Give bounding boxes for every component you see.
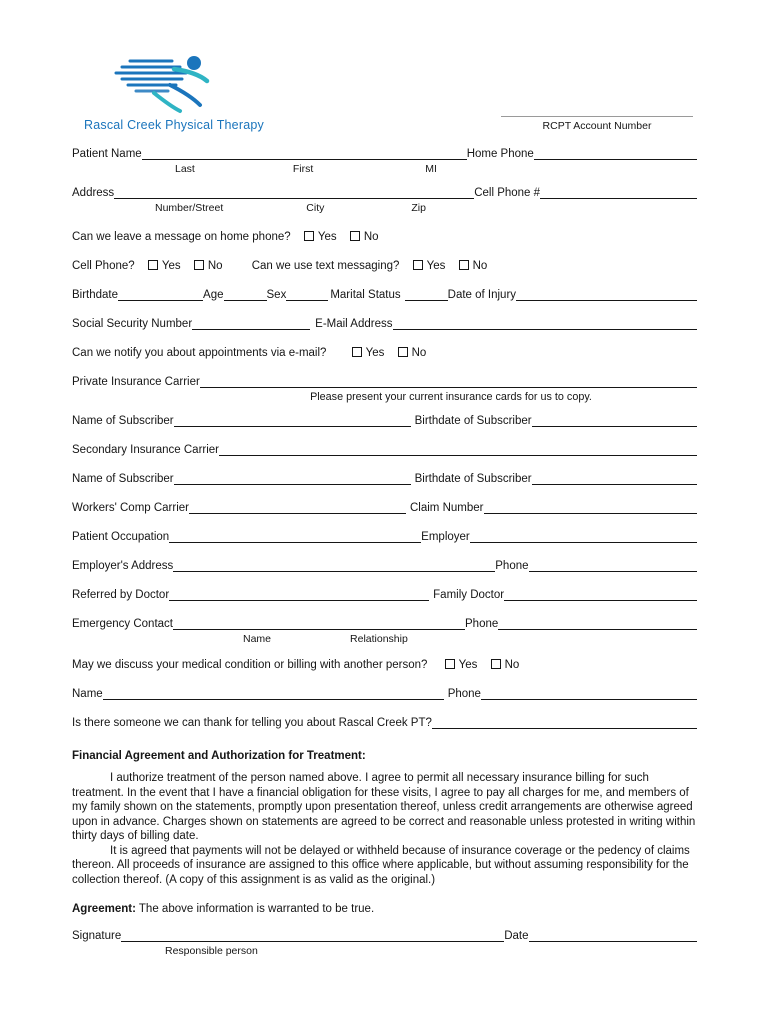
age-field[interactable] (224, 299, 267, 301)
question-message-home-label: Can we leave a message on home phone? (72, 231, 291, 243)
yes-label: Yes (426, 260, 446, 272)
cell-phone-number-label: Cell Phone # (474, 187, 541, 199)
first-name-sublabel: First (292, 163, 314, 175)
emergency-phone-field[interactable] (498, 628, 697, 630)
patient-occupation-label: Patient Occupation (72, 531, 170, 543)
workers-comp-carrier-label: Workers' Comp Carrier (72, 502, 189, 514)
question-cell-phone-label: Cell Phone? (72, 260, 135, 272)
no-label: No (472, 260, 488, 272)
emergency-relationship-sublabel: Relationship (350, 633, 408, 645)
subscriber-name-field-2[interactable] (174, 483, 411, 485)
other-person-phone-label: Phone (447, 688, 481, 700)
date-of-injury-field[interactable] (516, 299, 697, 301)
row-emergency-contact (72, 617, 697, 631)
secondary-insurance-carrier-field[interactable] (219, 454, 697, 456)
other-person-name-field[interactable] (103, 698, 444, 700)
question-text-messaging-label: Can we use text messaging? (251, 260, 400, 272)
question-discuss-label: May we discuss your medical condition or billing with another person? (72, 659, 428, 671)
subscriber-birthdate-label-2: Birthdate of Subscriber (414, 473, 532, 485)
workers-comp-carrier-field[interactable] (189, 512, 406, 514)
financial-agreement-paragraph-2: It is agreed that payments will not be delayed or withheld because of insurance coverage or the pedency of claims thereon. All proceeds of insurance are assigned to this office where applicable, but without assuming responsibility for the collection thereof. (A copy of this assignment is as valid as the original.) (72, 844, 690, 886)
private-insurance-carrier-label: Private Insurance Carrier (72, 376, 200, 388)
cell-phone-number-field[interactable] (540, 197, 697, 199)
private-insurance-carrier-field[interactable] (200, 386, 697, 388)
employer-field[interactable] (470, 541, 697, 543)
emergency-phone-label: Phone (465, 618, 499, 630)
financial-agreement-paragraph-1: I authorize treatment of the person named above. I agree to permit all necessary insurance billing for such treatment. In the event that I have a financial obligation for these visits, I agree to pay all charges for me, and members of my family shown on the statements, promptly upon presentation thereof, unless credit arrangements are otherwise agreed upon in advance. Charges shown on statements are agreed to be correct and reasonable unless protested in writing within thirty days of billing date. (72, 772, 696, 842)
email-label: E-Mail Address (315, 318, 393, 330)
no-label: No (207, 260, 223, 272)
secondary-insurance-carrier-label: Secondary Insurance Carrier (72, 444, 220, 456)
birthdate-field[interactable] (118, 299, 203, 301)
date-label: Date (504, 930, 529, 942)
signature-field[interactable] (121, 940, 504, 942)
row-signature (72, 929, 697, 943)
email-notify-no-checkbox[interactable] (398, 347, 408, 357)
row-subscriber-1 (72, 414, 697, 428)
row-ssn-email (72, 317, 697, 331)
emergency-name-sublabel: Name (243, 633, 272, 645)
row-other-person (72, 687, 697, 701)
clinic-logo (84, 53, 264, 132)
runner-foot-swoosh-icon (154, 93, 180, 111)
message-home-yes-checkbox[interactable] (304, 231, 314, 241)
last-name-sublabel: Last (175, 163, 195, 175)
question-message-home (72, 230, 697, 244)
date-field[interactable] (529, 940, 697, 942)
employer-phone-field[interactable] (529, 570, 697, 572)
referred-by-doctor-label: Referred by Doctor (72, 589, 170, 601)
yes-label: Yes (161, 260, 181, 272)
insurance-cards-note: Please present your current insurance cards for us to copy. (310, 391, 592, 403)
patient-name-sublabels (72, 163, 697, 176)
row-occupation (72, 530, 697, 544)
sex-label: Sex (266, 289, 287, 301)
sex-field[interactable] (286, 299, 328, 301)
account-number-block (497, 106, 697, 132)
question-email-notify (72, 346, 697, 360)
address-label: Address (72, 187, 115, 199)
employer-phone-label: Phone (495, 560, 529, 572)
no-label: No (411, 347, 427, 359)
row-subscriber-2 (72, 472, 697, 486)
yes-label: Yes (365, 347, 385, 359)
address-sublabels (72, 202, 697, 215)
birthdate-label: Birthdate (72, 289, 119, 301)
patient-occupation-field[interactable] (169, 541, 421, 543)
agreement-statement (72, 902, 697, 916)
claim-number-field[interactable] (484, 512, 698, 514)
row-private-insurance (72, 375, 697, 389)
ssn-field[interactable] (192, 328, 310, 330)
cell-phone-yes-checkbox[interactable] (148, 260, 158, 270)
yes-label: Yes (458, 659, 478, 671)
emergency-contact-label: Emergency Contact (72, 618, 173, 630)
agreement-text: The above information is warranted to be true. (138, 903, 375, 915)
address-field[interactable] (114, 197, 474, 199)
subscriber-birthdate-label-1: Birthdate of Subscriber (414, 415, 532, 427)
thank-referral-label: Is there someone we can thank for telling you about Rascal Creek PT? (72, 717, 432, 729)
responsible-person-sublabel: Responsible person (165, 945, 258, 957)
yes-label: Yes (317, 231, 337, 243)
subscriber-name-label-2: Name of Subscriber (72, 473, 174, 485)
form-header (72, 36, 697, 132)
other-person-name-label: Name (72, 688, 103, 700)
emergency-contact-field[interactable] (173, 628, 465, 630)
thank-referral-field[interactable] (432, 727, 697, 729)
employers-address-label: Employer's Address (72, 560, 174, 572)
family-doctor-label: Family Doctor (433, 589, 505, 601)
row-workers-comp (72, 501, 697, 515)
signature-label: Signature (72, 930, 122, 942)
row-employer-address (72, 559, 697, 573)
row-birthdate (72, 288, 697, 302)
no-label: No (363, 231, 379, 243)
emergency-contact-sublabels (72, 633, 697, 646)
runner-speed-lines-icon (104, 53, 224, 115)
subscriber-birthdate-field-1[interactable] (532, 425, 697, 427)
claim-number-label: Claim Number (410, 502, 484, 514)
row-secondary-insurance (72, 443, 697, 457)
rcpt-account-number-field[interactable] (501, 106, 693, 117)
age-label: Age (203, 289, 224, 301)
clinic-name: Rascal Creek Physical Therapy (84, 118, 264, 132)
text-messaging-no-checkbox[interactable] (459, 260, 469, 270)
question-email-notify-label: Can we notify you about appointments via e-mail? (72, 347, 327, 359)
city-sublabel: City (306, 202, 325, 214)
question-cellphone-texting (72, 259, 697, 273)
message-home-no-checkbox[interactable] (350, 231, 360, 241)
patient-name-label: Patient Name (72, 148, 142, 160)
text-messaging-yes-checkbox[interactable] (413, 260, 423, 270)
ssn-label: Social Security Number (72, 318, 193, 330)
patient-name-field[interactable] (142, 158, 467, 160)
zip-sublabel: Zip (411, 202, 426, 214)
runner-leg-icon (170, 85, 200, 105)
referred-by-doctor-field[interactable] (169, 599, 429, 601)
employers-address-field[interactable] (173, 570, 495, 572)
middle-initial-sublabel: MI (425, 163, 437, 175)
question-discuss-with-other (72, 658, 697, 672)
subscriber-name-field-1[interactable] (174, 425, 411, 427)
row-thank-referral (72, 716, 697, 730)
rcpt-account-number-label: RCPT Account Number (542, 120, 652, 132)
row-patient-name (72, 147, 697, 161)
marital-status-label: Marital Status (330, 289, 401, 301)
cell-phone-no-checkbox[interactable] (194, 260, 204, 270)
signature-sublabels (72, 945, 697, 958)
row-referred-by (72, 588, 697, 602)
employer-label: Employer (421, 531, 470, 543)
date-of-injury-label: Date of Injury (447, 289, 517, 301)
subscriber-birthdate-field-2[interactable] (532, 483, 697, 485)
no-label: No (504, 659, 520, 671)
runner-head-icon (187, 56, 201, 70)
home-phone-field[interactable] (534, 158, 697, 160)
other-person-phone-field[interactable] (481, 698, 697, 700)
marital-status-field[interactable] (405, 299, 448, 301)
home-phone-label: Home Phone (466, 148, 534, 160)
email-notify-yes-checkbox[interactable] (352, 347, 362, 357)
row-address (72, 186, 697, 200)
discuss-yes-checkbox[interactable] (445, 659, 455, 669)
family-doctor-field[interactable] (504, 599, 697, 601)
financial-agreement-title: Financial Agreement and Authorization for Treatment: (72, 750, 366, 762)
number-street-sublabel: Number/Street (155, 202, 224, 214)
email-field[interactable] (393, 328, 698, 330)
subscriber-name-label-1: Name of Subscriber (72, 415, 174, 427)
discuss-no-checkbox[interactable] (491, 659, 501, 669)
agreement-label: Agreement: (72, 903, 136, 915)
